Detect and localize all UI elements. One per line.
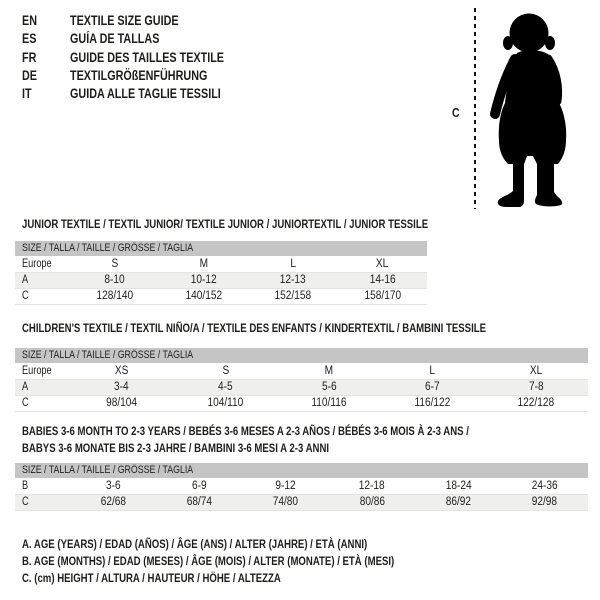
language-code: DE: [22, 67, 38, 83]
table-row: [15, 379, 588, 395]
babies-section-title-line2: BABYS 3-6 MONATE BIS 2-3 JAHRE / BAMBINI 3-6 MESI A 2-3 ANNI: [22, 441, 330, 455]
language-code: ES: [22, 31, 37, 47]
size-value-cell: 6-7: [381, 379, 485, 395]
size-value-cell: S: [174, 363, 278, 379]
language-code: FR: [22, 49, 37, 65]
row-label-cell: Europe: [15, 256, 70, 272]
language-label: TEXTILE SIZE GUIDE: [70, 13, 179, 28]
size-value-cell: 98/104: [70, 395, 174, 411]
size-value-cell: 8-10: [70, 272, 159, 288]
size-value-cell: S: [70, 256, 159, 272]
table-row: [15, 478, 588, 494]
language-label: GUIDE DES TAILLES TEXTILE: [70, 49, 225, 65]
table-row: [15, 395, 588, 411]
language-code: IT: [22, 86, 32, 102]
size-value-cell: 158/170: [338, 288, 427, 304]
size-value-cell: 9-12: [243, 478, 329, 494]
size-value-cell: 86/92: [415, 494, 501, 510]
children-section-title: CHILDREN'S TEXTILE / TEXTIL NIÑO/A / TEXTILE DES ENFANTS / KINDERTEXTIL / BAMBINI TESSILE: [22, 321, 487, 335]
size-value-cell: 104/110: [174, 395, 278, 411]
legend-age-years: A. AGE (YEARS) / EDAD (AÑOS) / ÂGE (ANS) / ALTER (JAHRE) / ETÀ (ANNI): [22, 537, 368, 551]
row-label-cell: A: [15, 379, 70, 395]
size-value-cell: 62/68: [70, 494, 156, 510]
babies-size-header-bar: SIZE / TALLA / TAILLE / GRÖSSE / TAGLIA: [15, 463, 588, 478]
children-size-header-bar: SIZE / TALLA / TAILLE / GRÖSSE / TAGLIA: [15, 348, 588, 363]
table-row: [15, 272, 427, 288]
row-label-cell: C: [15, 494, 70, 510]
size-value-cell: XL: [338, 256, 427, 272]
size-value-cell: 5-6: [277, 379, 381, 395]
babies-size-table: [15, 478, 588, 511]
size-value-cell: M: [159, 256, 248, 272]
size-value-cell: 24-36: [502, 478, 588, 494]
size-value-cell: 74/80: [243, 494, 329, 510]
size-value-cell: 3-6: [70, 478, 156, 494]
babies-section-title-line1: BABIES 3-6 MONTH TO 2-3 YEARS / BEBÉS 3-6 MESES A 2-3 AÑOS / BÉBÉS 3-6 MOIS À 2-3 ANS /: [22, 424, 469, 438]
size-value-cell: 4-5: [174, 379, 278, 395]
size-value-cell: 18-24: [415, 478, 501, 494]
children-size-table: [15, 363, 588, 412]
size-value-cell: 152/158: [249, 288, 338, 304]
language-label: GUÍA DE TALLAS: [70, 31, 160, 47]
table-row: [15, 363, 588, 379]
junior-size-header-bar: SIZE / TALLA / TAILLE / GRÖSSE / TAGLIA: [15, 241, 427, 256]
size-value-cell: 92/98: [502, 494, 588, 510]
size-value-cell: 140/152: [159, 288, 248, 304]
size-value-cell: 10-12: [159, 272, 248, 288]
size-value-cell: 12-13: [249, 272, 338, 288]
size-value-cell: 80/86: [329, 494, 415, 510]
legend-age-months: B. AGE (MONTHS) / EDAD (MESES) / ÂGE (MOIS) / ALTER (MONATE) / ETÀ (MESI): [22, 554, 395, 568]
size-value-cell: 3-4: [70, 379, 174, 395]
table-row: [15, 256, 427, 272]
size-value-cell: 7-8: [484, 379, 588, 395]
size-value-cell: XL: [484, 363, 588, 379]
row-label-cell: C: [15, 288, 70, 304]
height-marker-label: C: [452, 105, 460, 120]
size-value-cell: 110/116: [277, 395, 381, 411]
legend-height-cm: C. (cm) HEIGHT / ALTURA / HAUTEUR / HÖHE / ALTEZZA: [22, 571, 281, 585]
language-label: GUIDA ALLE TAGLIE TESSILI: [70, 86, 221, 102]
row-label-cell: Europe: [15, 363, 70, 379]
size-value-cell: L: [381, 363, 485, 379]
size-value-cell: 12-18: [329, 478, 415, 494]
size-value-cell: M: [277, 363, 381, 379]
language-label: TEXTILGRÖßENFÜHRUNG: [70, 67, 208, 83]
table-row: [15, 288, 427, 304]
size-value-cell: 68/74: [156, 494, 242, 510]
junior-section-title: JUNIOR TEXTILE / TEXTIL JUNIOR/ TEXTILE JUNIOR / JUNIORTEXTIL / JUNIOR TESSILE: [22, 217, 429, 231]
size-value-cell: XS: [70, 363, 174, 379]
size-value-cell: 116/122: [381, 395, 485, 411]
size-value-cell: 122/128: [484, 395, 588, 411]
size-value-cell: L: [249, 256, 338, 272]
row-label-cell: C: [15, 395, 70, 411]
table-row: [15, 494, 588, 510]
size-value-cell: 128/140: [70, 288, 159, 304]
size-value-cell: 14-16: [338, 272, 427, 288]
row-label-cell: B: [15, 478, 70, 494]
height-dashed-line: [474, 8, 476, 209]
size-value-cell: 6-9: [156, 478, 242, 494]
junior-size-table: [15, 256, 427, 305]
language-code: EN: [22, 13, 38, 28]
toddler-silhouette-icon: [487, 7, 600, 210]
row-label-cell: A: [15, 272, 70, 288]
